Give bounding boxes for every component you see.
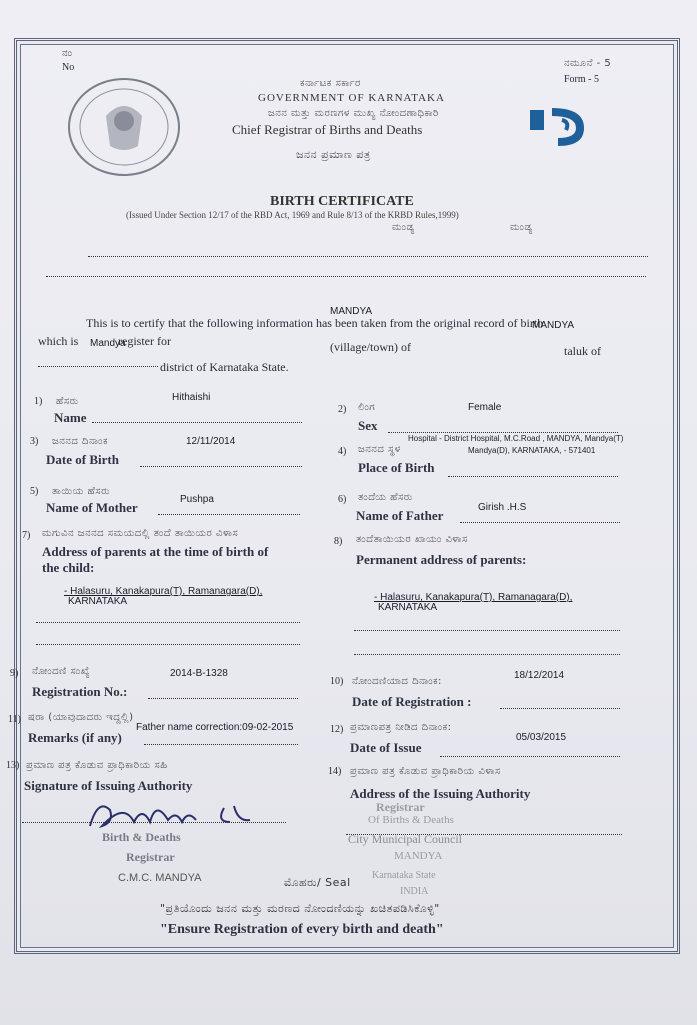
form-label-kn: ನಮೂನೆ - 5 [564, 58, 612, 69]
permanent-address-value: - Halasuru, Kanakapura(T), Ramanagara(D), [374, 592, 573, 603]
registrar-stamp-2: Registrar [126, 850, 175, 864]
issue-value: 05/03/2015 [516, 732, 567, 743]
certify-text: This is to certify that the following information has been taken from the original record of birth [86, 316, 544, 330]
dob-label: Date of Birth [46, 452, 119, 467]
pob-value-2: Mandya(D), KARNATAKA, - 571401 [468, 446, 596, 455]
which-is-text: which is [38, 334, 79, 348]
form-label: Form - 5 [564, 74, 599, 85]
sex-value: Female [468, 402, 502, 413]
karnataka-emblem-seal [66, 76, 182, 178]
overlay-mandya-3: Mandya [90, 338, 126, 349]
no-label-kn: ನಂ [62, 48, 72, 59]
issued-under: (Issued Under Section 12/17 of the RBD Act, 1969 and Rule 8/13 of the KRBD Rules,1999) [126, 210, 459, 220]
registrar-title-kn: ಜನನ ಮತ್ತು ಮರಣಗಳ ಮುಖ್ಯ ನೋಂದಣಾಧಿಕಾರಿ [268, 108, 439, 119]
cert-title: BIRTH CERTIFICATE [270, 194, 414, 209]
village-text: (village/town) of [330, 340, 411, 354]
register-for-text: register for [118, 334, 171, 348]
auth-stamp-2: Of Births & Deaths [368, 814, 454, 826]
remarks-value: Father name correction:09-02-2015 [136, 722, 294, 733]
registrar-title: Chief Registrar of Births and Deaths [232, 122, 423, 137]
certificate-paper: ನಂ No ನಮೂನೆ - 5 Form - 5 ಕರ್ನಾಟಕ ಸರ್ಕಾರ GOVERNMENT OF KARNATAKA ಜನನ ಮತ್ತು ಮರಣಗಳ ಮುಖ್ಯ ನೋಂದಣಾಧಿಕಾರಿ Chief Registrar of Births and Deaths ಜನನ ಪ್ರಮಾಣ ಪತ್ರ BIRTH CERTIFICATE (Issued Under Section 12/17 of the RBD Act, 1969 and Rule 8/13 of the KRBD Rules,1999) ಮಂಡ್ಯ ಮಂಡ್ಯ This is to certify that the following information has been taken from the original record of birth which is register for (village/town) of taluk of district of Karnataka State. MANDYA MANDYA Mandya 1) ಹೆಸರು Name Hithaishi 2) ಲಿಂಗ Sex Female 3) ಜನನದ ದಿನಾಂಕ Date of Birth 12/11/2014 4) ಜನನದ ಸ್ಥಳ Place of Birth Hospital - District Hospital, M.C.Road , MANDYA, Mandya(T) Mandya(D), KARNATAKA, - 571401 5) ತಾಯಿಯ ಹೆಸರು Name of Mother Pushpa 6) ತಂದೆಯ ಹೆಸರು Name of Father Girish .H.S 7) ಮಗುವಿನ ಜನನದ ಸಮಯದಲ್ಲಿ ತಂದೆ ತಾಯಿಯರ ವಿಳಾಸ Address of parents at the time of birth of the child: - Halasuru, Kanakapura(T), Ramanagara(D), KARNATAKA 8) ತಂದೆತಾಯಿಯರ ಖಾಯಂ ವಿಳಾಸ Permanent address of parents: - Halasuru, Kanakapura(T), Ramanagara(D), KARNATAKA 9) ನೋಂದಣಿ ಸಂಖ್ಯೆ Registration No.: 2014-B-1328 10) ನೋಂದಣಿಯಾದ ದಿನಾಂಕ: Date of Registration : 18/12/2014 11) ಷರಾ (ಯಾವುದಾದರು ಇದ್ದಲ್ಲಿ) Remarks (if any) Father name correction:09-02-2015 12) ಪ್ರಮಾಣಪತ್ರ ನೀಡಿದ ದಿನಾಂಕ: Date of Issue 05/03/2015 13) ಪ್ರಮಾಣ ಪತ್ರ ಕೊಡುವ ಪ್ರಾಧಿಕಾರಿಯ ಸಹಿ Signature of Issuing Authority 14) ಪ್ರಮಾಣ ಪತ್ರ ಕೊಡುವ ಪ್ರಾಧಿಕಾರಿಯ ವಿಳಾಸ Address of the Issuing Authority Registrar Of Births & Deaths City Municipal Council MANDYA Karnataka State INDIA Birth & Deaths Registrar C.M.C. MANDYA ಮೊಹರು/ Seal "ಪ್ರತಿಯೊಂದು ಜನನ ಮತ್ತು ಮರಣದ ನೋಂದಣಿಯನ್ನು ಖಚಿತಪಡಿಸಿಕೊಳ್ಳಿ" "Ensure Registration of every birth and death" [0, 0, 697, 1025]
issue-label: Date of Issue [350, 740, 422, 755]
footer-en: "Ensure Registration of every birth and death" [160, 922, 444, 937]
footer-kn: "ಪ್ರತಿಯೊಂದು ಜನನ ಮತ್ತು ಮರಣದ ನೋಂದಣಿಯನ್ನು ಖಚಿತಪಡಿಸಿಕೊಳ್ಳಿ" [160, 902, 440, 915]
govt-title: GOVERNMENT OF KARNATAKA [258, 92, 445, 104]
issuing-authority-address-label: Address of the Issuing Authority [350, 786, 531, 801]
cert-title-kn: ಜನನ ಪ್ರಮಾಣ ಪತ್ರ [296, 148, 371, 161]
taluk-text: taluk of [564, 344, 601, 358]
auth-stamp-3: City Municipal Council [348, 832, 462, 846]
district-kn-1: ಮಂಡ್ಯ [392, 222, 415, 233]
auth-stamp-5: Karnataka State [372, 870, 436, 881]
father-value: Girish .H.S [478, 502, 527, 513]
pob-label: Place of Birth [358, 460, 435, 475]
remarks-label: Remarks (if any) [28, 730, 122, 745]
father-label: Name of Father [356, 508, 444, 523]
auth-stamp-4: MANDYA [394, 850, 443, 862]
permanent-address-value-2: KARNATAKA [378, 602, 438, 613]
sex-label: Sex [358, 418, 378, 433]
address-label-2: the child: [42, 560, 95, 575]
district-kn-2: ಮಂಡ್ಯ [510, 222, 533, 233]
name-label: Name [54, 410, 87, 425]
signature-label: Signature of Issuing Authority [24, 778, 193, 793]
permanent-address-label: Permanent address of parents: [356, 552, 527, 567]
regno-value: 2014-B-1328 [170, 668, 228, 679]
registration-logo [522, 100, 592, 150]
district-of-text: district of Karnataka State. [160, 360, 289, 374]
regno-label: Registration No.: [32, 684, 128, 699]
registrar-stamp-1: Birth & Deaths [102, 830, 181, 844]
auth-stamp-6: INDIA [400, 886, 429, 897]
name-value: Hithaishi [172, 392, 211, 403]
address-value-2: KARNATAKA [68, 596, 128, 607]
no-label: No [62, 62, 75, 73]
overlay-mandya-1: MANDYA [330, 306, 373, 317]
address-value: - Halasuru, Kanakapura(T), Ramanagara(D), [64, 586, 263, 597]
overlay-mandya-2: MANDYA [532, 320, 575, 331]
registrar-stamp-3: C.M.C. MANDYA [118, 872, 202, 884]
mother-label: Name of Mother [46, 500, 138, 515]
regdate-label: Date of Registration : [352, 694, 472, 709]
dob-value: 12/11/2014 [186, 436, 236, 447]
seal-label: ಮೊಹರು/ Seal [284, 876, 351, 889]
govt-title-kn: ಕರ್ನಾಟಕ ಸರ್ಕಾರ [300, 78, 361, 89]
mother-value: Pushpa [180, 494, 214, 505]
auth-stamp-1: Registrar [376, 800, 425, 814]
pob-value: Hospital - District Hospital, M.C.Road , MANDYA, Mandya(T) [408, 434, 624, 443]
address-label: Address of parents at the time of birth of [42, 544, 269, 559]
regdate-value: 18/12/2014 [514, 670, 565, 681]
